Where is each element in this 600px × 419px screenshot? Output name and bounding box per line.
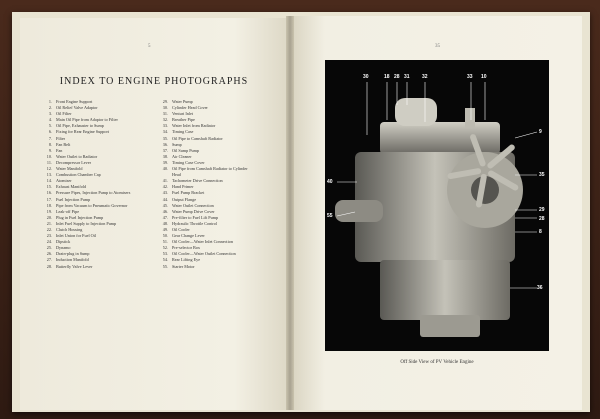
photo-label: 10 <box>481 74 487 80</box>
index-item: 24. Dipstick <box>46 239 71 245</box>
index-item <box>160 270 248 276</box>
index-item: 35. Oil Pipe to Camshaft Radiator <box>162 135 223 141</box>
photo-label: 35 <box>539 172 545 178</box>
index-item: 50. Gear Change Lever <box>162 233 205 239</box>
left-page-number: 5 <box>148 44 151 49</box>
index-item: 52. Pre-selector Box <box>162 245 201 251</box>
engine-illustration <box>325 60 549 351</box>
index-item: 1. Front Engine Support <box>48 99 93 104</box>
index-item: 5. Oil Pipe, Exhauster to Sump <box>48 123 104 129</box>
index-item: Head <box>172 172 181 178</box>
index-item: 23. Inlet Union for Fuel Oil <box>46 233 97 239</box>
index-item: 6. Fixing for Rear Engine Support <box>48 129 110 135</box>
index-item: 48. Hydraulic Throttle Control <box>162 220 218 226</box>
photo-label: 31 <box>404 74 410 80</box>
index-item: 33. Water Inlet from Radiator <box>162 123 216 129</box>
index-item: 30. Cylinder Head Cover <box>162 105 208 111</box>
index-item: 43. Fuel Pump Bracket <box>162 190 205 196</box>
photo-caption: Off Side View of PV Vehicle Engine <box>400 360 474 365</box>
index-item: 11. Decompressor Lever <box>46 159 91 165</box>
index-item: 22. Clutch Housing <box>46 226 83 232</box>
index-item: 36. Sump <box>162 141 182 147</box>
index-item: 19. Leak-off Pipe <box>46 208 80 214</box>
photo-label: 30 <box>363 74 369 80</box>
photo-label: 29 <box>539 207 545 213</box>
index-item: 2. Oil Relief Valve Adaptor <box>48 105 98 111</box>
index-item: 39. Timing Case Cover <box>162 159 205 165</box>
index-item: 51. Oil Cooler—Water Inlet Connection <box>162 239 233 245</box>
index-item: 41. Tachometer Drive Connection <box>162 178 223 184</box>
index-list-right <box>160 99 248 276</box>
photo-label: 36 <box>537 285 543 291</box>
photo-label: 8 <box>539 229 542 235</box>
index-item: 12. Water Manifold <box>46 166 83 172</box>
index-item: 44. Output Flange <box>162 196 197 202</box>
right-page-number: 35 <box>435 44 440 49</box>
index-item: 27. Induction Manifold <box>46 257 89 263</box>
photo-label: 33 <box>467 74 473 80</box>
photo-label: 28 <box>394 74 400 80</box>
index-item: 31. Venturi Inlet <box>162 111 194 117</box>
index-item: 4. Main Oil Pipe from Adaptor to Filter <box>48 117 118 123</box>
index-item: 14. Atomiser <box>46 178 72 184</box>
index-item: 38. Air Cleaner <box>162 153 192 159</box>
index-item: 18. Pipe from Vacuum to Pneumatic Governor <box>46 202 128 208</box>
index-item: 29. Water Pump <box>162 99 193 104</box>
photo-label: 55 <box>327 213 333 219</box>
index-list-left <box>44 99 130 270</box>
index-item: 9. Fan <box>48 147 63 153</box>
index-item: 26. Drain-plug in Sump <box>46 251 90 257</box>
index-item: 40. Oil Pipe from Camshaft Radiator to Cylinder <box>162 166 248 172</box>
engine-photograph <box>325 60 549 351</box>
index-item: 17. Fuel Injection Pump <box>46 196 91 202</box>
index-item: 54. Rear Lifting Eye <box>162 257 201 263</box>
index-item: 42. Hand Primer <box>162 184 194 190</box>
index-item: 34. Timing Case <box>162 129 194 135</box>
photo-label: 40 <box>327 179 333 185</box>
index-item: 20. Plug in Fuel Injection Pump <box>46 214 104 220</box>
index-item: 25. Dynamo <box>46 245 71 251</box>
index-item: 7. Filter <box>48 135 66 141</box>
index-item: 47. Pre-filter to Fuel Lift Pump <box>162 214 219 220</box>
index-item: 32. Breather Pipe <box>162 117 195 123</box>
index-item: 16. Pressure Pipes, Injection Pump to Atomisers <box>46 190 131 196</box>
photo-label: 18 <box>384 74 390 80</box>
index-item: 37. Oil Sump Pump <box>162 147 199 153</box>
index-item: 49. Oil Cooler <box>162 226 190 232</box>
photo-label: 28 <box>539 216 545 222</box>
index-item: 10. Water Outlet to Radiator <box>46 153 98 159</box>
index-item: 13. Combustion Chamber Cap <box>46 172 101 178</box>
index-item: 15. Exhaust Manifold <box>46 184 87 190</box>
index-item: 8. Fan Belt <box>48 141 71 147</box>
index-item: 55. Starter Motor <box>162 263 195 269</box>
index-item: 45. Water Outlet Connection <box>162 202 214 208</box>
photo-label: 32 <box>422 74 428 80</box>
index-item: 46. Water Pump Drive Cover <box>162 208 215 214</box>
index-title: INDEX TO ENGINE PHOTOGRAPHS <box>59 76 249 87</box>
index-item: 3. Oil Filter <box>48 111 72 117</box>
index-item: 28. Butterfly Valve Lever <box>46 263 93 269</box>
photo-label: 9 <box>539 129 542 135</box>
index-item: 21. Inlet Fuel Supply to Injection Pump <box>46 220 117 226</box>
index-item: 53. Oil Cooler—Water Outlet Connection <box>162 251 236 257</box>
